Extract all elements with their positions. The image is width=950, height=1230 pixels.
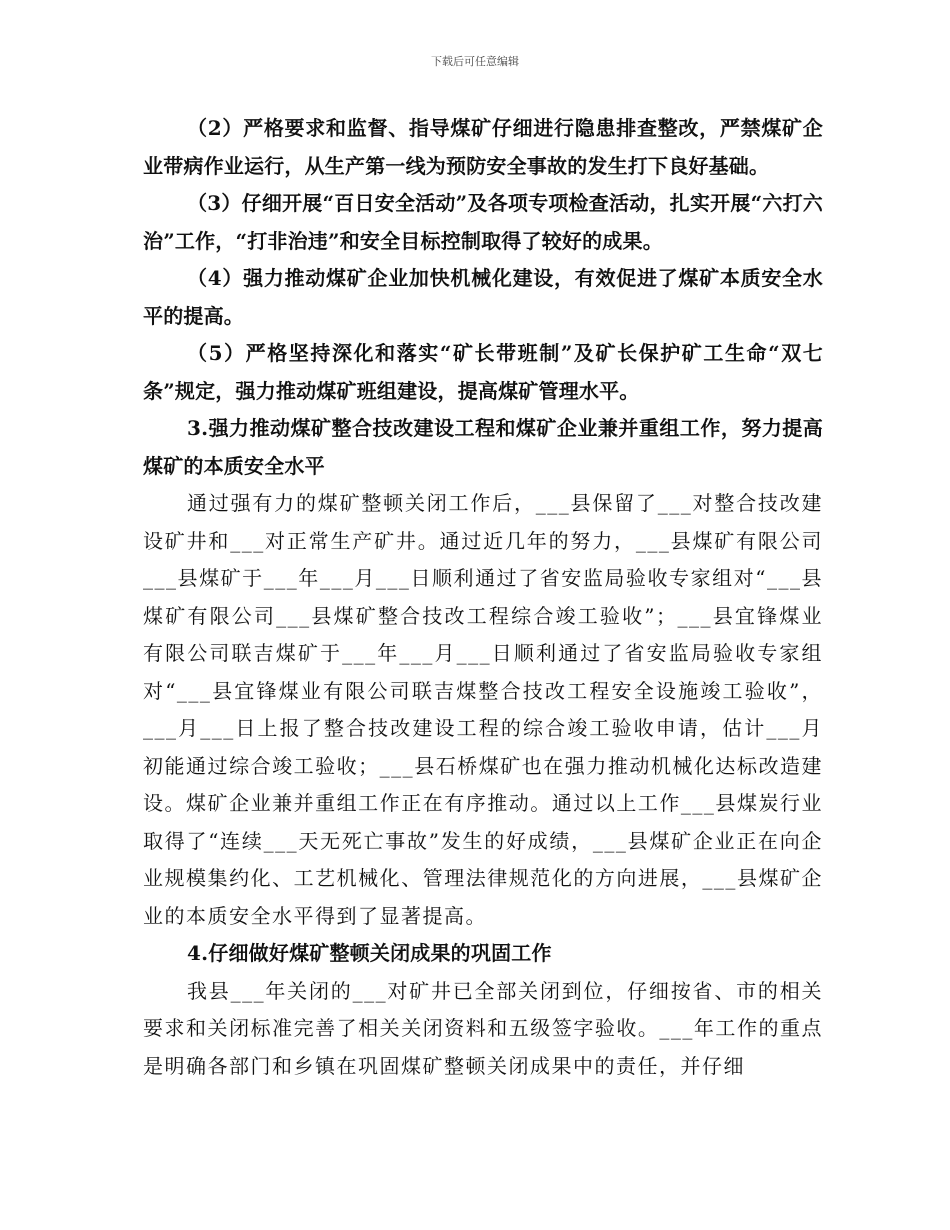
paragraph-item-4: （4）强力推动煤矿企业加快机械化建设，有效促进了煤矿本质安全水平的提高。: [143, 266, 823, 328]
body-paragraph-closure: 我县___年关闭的___对矿井已全部关闭到位，仔细按省、市的相关要求和关闭标准完善了相关关闭资料和五级签字验收。___年工作的重点是明确各部门和乡镇在巩固煤矿整顿关闭成果中的责任，并仔细: [143, 978, 823, 1078]
document-body: [143, 110, 823, 1085]
paragraph-item-5: （5）严格坚持深化和落实“矿长带班制”及矿长保护矿工生命“双七条”规定，强力推动煤矿班组建设，提高煤矿管理水平。: [143, 341, 823, 403]
body-paragraph-consolidation: 通过强有力的煤矿整顿关闭工作后，___县保留了___对整合技改建设矿井和___对正常生产矿井。通过近几年的努力，___县煤矿有限公司___县煤矿于___年___月___日顺利通过了省安监局验收专家组对“___县煤矿有限公司___县煤矿整合技改工程综合竣工验收”；___县宜锋煤业有限公司联吉煤矿于___年___月___日顺利通过了省安监局验收专家组对“___县宜锋煤业有限公司联吉煤整合技改工程安全设施竣工验收”，___月___日上报了整合技改建设工程的综合竣工验收申请，估计___月初能通过综合竣工验收；___县石桥煤矿也在强力推动机械化达标改造建设。煤矿企业兼并重组工作正在有序推动。通过以上工作___县煤炭行业取得了“连续___天无死亡事故”发生的好成绩，___县煤矿企业正在向企业规模集约化、工艺机械化、管理法律规范化的方向进展，___县煤矿企业的本质安全水平得到了显著提高。: [143, 491, 823, 928]
section-heading-3: 3.强力推动煤矿整合技改建设工程和煤矿企业兼并重组工作，努力提高煤矿的本质安全水平: [143, 416, 823, 478]
page-header-note: 下载后可任意编辑: [431, 55, 519, 68]
paragraph-item-3: （3）仔细开展“百日安全活动”及各项专项检查活动，扎实开展“六打六治”工作，“打非治违”和安全目标控制取得了较好的成果。: [143, 191, 823, 253]
paragraph-item-2: （2）严格要求和监督、指导煤矿仔细进行隐患排查整改，严禁煤矿企业带病作业运行，从生产第一线为预防安全事故的发生打下良好基础。: [143, 116, 823, 178]
section-heading-4: 4.仔细做好煤矿整顿关闭成果的巩固工作: [187, 941, 552, 965]
